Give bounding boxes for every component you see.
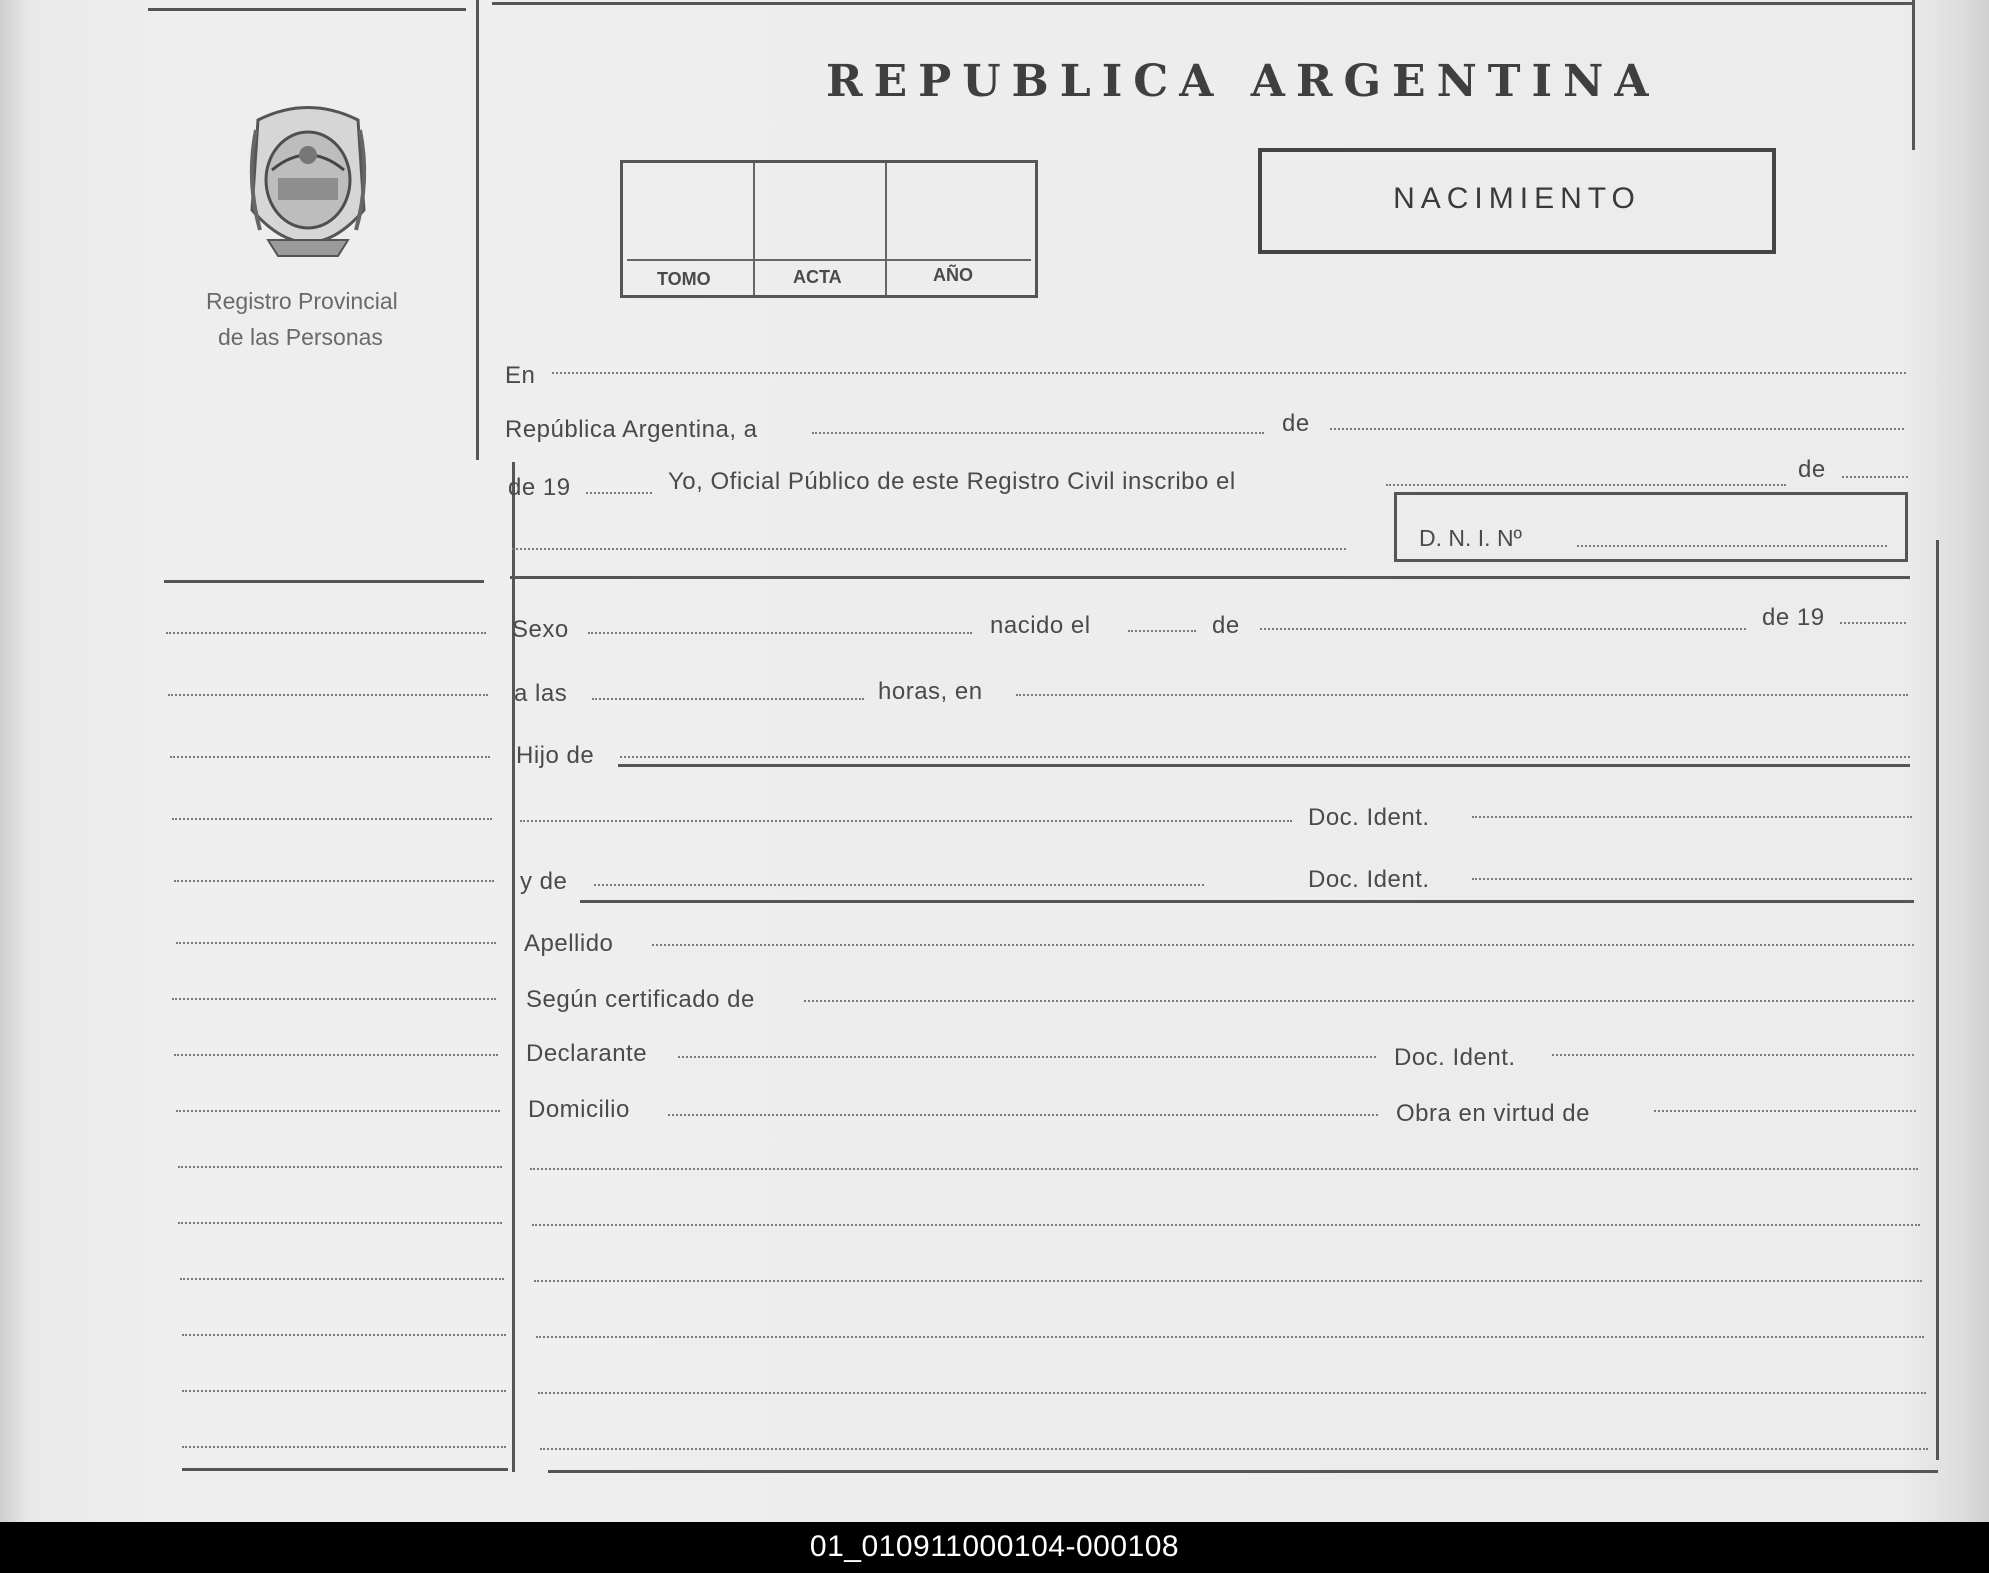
field-nacido-mes[interactable] [1260, 628, 1746, 630]
field-mes[interactable] [1330, 428, 1904, 430]
field-doc-ident-1[interactable] [1472, 816, 1912, 818]
field-ano[interactable] [586, 492, 652, 494]
hijo-de-underline [618, 764, 1910, 767]
record-box-label-rule [627, 259, 1031, 261]
margin-line-10[interactable] [178, 1166, 502, 1168]
ano-label: AÑO [933, 265, 973, 285]
field-a-las[interactable] [592, 698, 864, 700]
field-lugar[interactable] [1016, 694, 1908, 696]
registry-name-line2: de las Personas [218, 324, 383, 350]
label-apellido: Apellido [524, 930, 614, 957]
acta-label: ACTA [793, 267, 842, 287]
margin-line-11[interactable] [178, 1222, 502, 1224]
margin-line-5[interactable] [174, 880, 494, 882]
y-de-underline [580, 900, 1914, 903]
record-box-divider-1 [753, 163, 755, 295]
registry-name-line1: Registro Provincial [206, 288, 398, 314]
field-obra-en-virtud[interactable] [1654, 1110, 1916, 1112]
field-doc-ident-3[interactable] [1552, 1054, 1914, 1056]
field-madre[interactable] [594, 884, 1204, 886]
main-section-rule [510, 576, 1910, 579]
page-title: REPUBLICA ARGENTINA [826, 56, 1660, 107]
top-rule-right [492, 2, 1912, 5]
field-padre[interactable] [620, 756, 1910, 758]
label-de-1: de [1282, 410, 1310, 437]
label-republica: República Argentina, a [505, 416, 758, 443]
label-y-de: y de [520, 868, 568, 895]
margin-line-7[interactable] [172, 998, 496, 1000]
field-sexo[interactable] [588, 632, 972, 634]
certificate-type-box [1258, 148, 1776, 254]
label-de-2: de [1798, 456, 1826, 483]
margin-line-3[interactable] [170, 756, 490, 758]
tomo-label: TOMO [657, 269, 711, 289]
label-doc-ident-3: Doc. Ident. [1394, 1044, 1516, 1071]
field-nacido-ano[interactable] [1840, 622, 1906, 624]
margin-line-2[interactable] [168, 694, 488, 696]
field-notas-6[interactable] [540, 1448, 1928, 1450]
label-a-las: a las [514, 680, 568, 707]
dni-label: D. N. I. Nº [1419, 525, 1522, 551]
field-declarante[interactable] [678, 1056, 1376, 1058]
label-en: En [505, 362, 536, 389]
label-horas-en: horas, en [878, 678, 983, 705]
field-dni[interactable] [1577, 545, 1887, 547]
main-bottom-rule [548, 1470, 1938, 1473]
coat-of-arms-icon [238, 100, 378, 265]
margin-line-8[interactable] [174, 1054, 498, 1056]
field-notas-5[interactable] [538, 1392, 1926, 1394]
label-declarante: Declarante [526, 1040, 648, 1067]
right-border-lower [1936, 540, 1939, 1460]
margin-line-4[interactable] [172, 818, 492, 820]
margin-line-12[interactable] [180, 1278, 504, 1280]
label-nacido-el: nacido el [990, 612, 1091, 639]
margin-line-1[interactable] [166, 632, 486, 634]
field-certificado[interactable] [804, 1000, 1914, 1002]
margin-line-13[interactable] [182, 1334, 506, 1336]
label-doc-ident-1: Doc. Ident. [1308, 804, 1430, 831]
margin-bottom-rule [182, 1468, 508, 1471]
top-rule-left [148, 8, 466, 11]
field-notas-1[interactable] [530, 1168, 1918, 1170]
record-number-box [620, 160, 1038, 298]
margin-line-6[interactable] [176, 942, 496, 944]
margin-line-15[interactable] [182, 1446, 506, 1448]
image-id-label: 01_010911000104-000108 [809, 1530, 1180, 1563]
field-notas-4[interactable] [536, 1336, 1924, 1338]
field-doc-ident-2[interactable] [1472, 878, 1912, 880]
label-de-3: de [1212, 612, 1240, 639]
label-domicilio: Domicilio [528, 1096, 630, 1123]
label-doc-ident-2: Doc. Ident. [1308, 866, 1430, 893]
field-padre-continuacion[interactable] [520, 820, 1292, 822]
label-yo-oficial: Yo, Oficial Público de este Registro Civil inscribo el [668, 468, 1236, 495]
label-hijo-de: Hijo de [516, 742, 595, 769]
main-column-divider [512, 462, 515, 1472]
label-sexo: Sexo [512, 616, 569, 643]
label-segun-certificado: Según certificado de [526, 986, 755, 1013]
label-de-19-b: de 19 [1762, 604, 1825, 631]
field-apellido[interactable] [652, 944, 1914, 946]
margin-line-9[interactable] [176, 1110, 500, 1112]
field-domicilio[interactable] [668, 1114, 1378, 1116]
field-nombre-inscripto[interactable] [512, 548, 1346, 550]
field-nacido-dia[interactable] [1128, 630, 1196, 632]
label-obra-en-virtud: Obra en virtud de [1396, 1100, 1590, 1127]
field-notas-3[interactable] [534, 1280, 1922, 1282]
field-notas-2[interactable] [532, 1224, 1920, 1226]
margin-line-14[interactable] [182, 1390, 506, 1392]
field-inscribo[interactable] [1386, 484, 1786, 486]
certificate-type-label: NACIMIENTO [1393, 182, 1641, 215]
field-de-2[interactable] [1842, 476, 1908, 478]
right-border [1912, 0, 1915, 150]
field-en[interactable] [552, 372, 1906, 374]
field-dia[interactable] [812, 432, 1264, 434]
record-box-divider-2 [885, 163, 887, 295]
dni-box [1394, 492, 1908, 562]
left-column-divider [476, 0, 479, 460]
label-de-19: de 19 [508, 474, 571, 501]
left-section-rule [164, 580, 484, 583]
footer-bar [0, 1522, 1989, 1573]
